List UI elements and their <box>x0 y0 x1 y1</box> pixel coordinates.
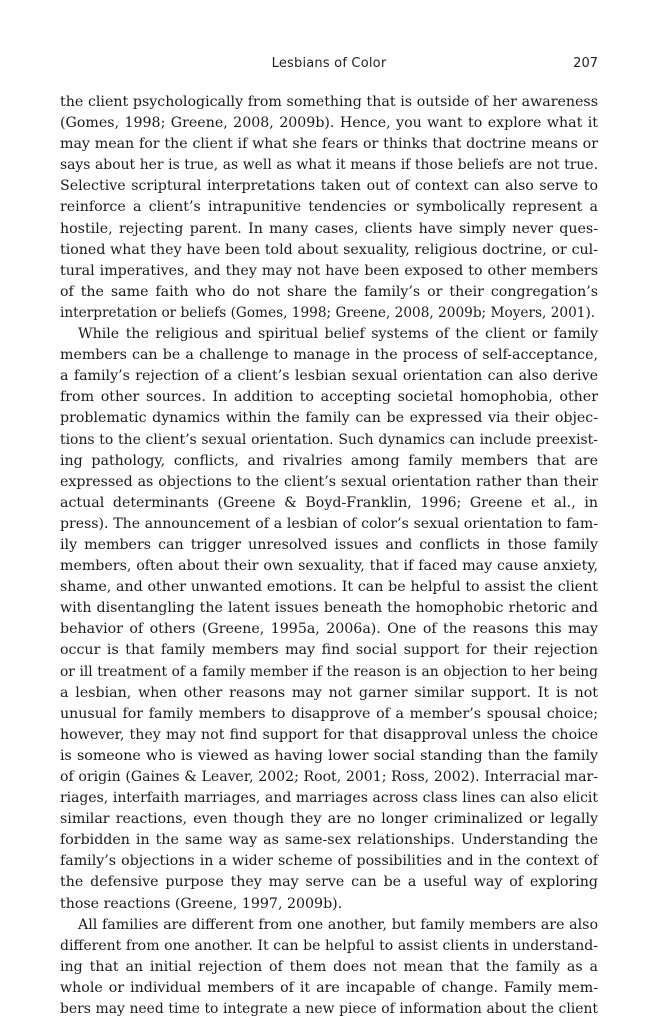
text-line: ing pathology, conflicts, and rivalries among family members that are <box>60 452 598 469</box>
text-line: behavior of others (Greene, 1995a, 2006a). One of the reasons this may <box>60 621 598 638</box>
text-line: however, they may not find support for that disapproval unless the choice <box>60 726 598 743</box>
text-line: tioned what they have been told about sexuality, religious doctrine, or cul- <box>60 241 598 258</box>
text-line: unusual for family members to disapprove of a member’s spousal choice; <box>60 705 598 722</box>
text-line: shame, and other unwanted emotions. It can be helpful to assist the client <box>60 579 598 596</box>
text-line: interpretation or beliefs (Gomes, 1998; Greene, 2008, 2009b; Moyers, 2001). <box>60 304 596 321</box>
text-line: All families are different from one another, but family members are also <box>78 916 598 933</box>
text-line: a lesbian, when other reasons may not garner similar support. It is not <box>60 684 598 701</box>
text-line: the client psychologically from something that is outside of her awareness <box>60 94 598 110</box>
text-line: ing that an initial rejection of them does not mean that the family as a <box>60 958 598 975</box>
text-line: similar reactions, even though they are no longer criminalized or legally <box>60 811 598 828</box>
text-line: tural imperatives, and they may not have been exposed to other members <box>60 262 598 279</box>
text-line: members, often about their own sexuality, that if faced may cause anxiety, <box>60 558 598 575</box>
text-line: Selective scriptural interpretations taken out of context can also serve to <box>60 178 598 195</box>
text-line: those reactions (Greene, 1997, 2009b). <box>60 895 343 912</box>
text-line: of origin (Gaines & Leaver, 2002; Root, 2001; Ross, 2002). Interracial mar- <box>60 769 598 785</box>
text-line: family’s objections in a wider scheme of possibilities and in the context of <box>60 853 598 870</box>
text-line: expressed as objections to the client’s sexual orientation rather than their <box>60 473 598 490</box>
text-line: from other sources. In addition to accepting societal homophobia, other <box>60 389 598 406</box>
text-line: forbidden in the same way as same-sex relationships. Understanding the <box>60 832 598 849</box>
text-line: ily members can trigger unresolved issues and conflicts in those family <box>60 536 598 553</box>
text-line: a family’s rejection of a client’s lesbian sexual orientation can also derive <box>60 368 598 385</box>
page-number: 207 <box>573 56 598 71</box>
text-line: says about her is true, as well as what it means if those beliefs are not true. <box>60 157 598 174</box>
text-line: actual determinants (Greene & Boyd-Franklin, 1996; Greene et al., in <box>60 494 598 511</box>
running-head <box>60 56 598 78</box>
text-line: tions to the client’s sexual orientation. Such dynamics can include preexist- <box>60 431 598 448</box>
text-line: members can be a challenge to manage in the process of self-acceptance, <box>60 347 598 364</box>
text-line: reinforce a client’s intrapunitive tendencies or symbolically represent a <box>60 199 598 216</box>
text-line: different from one another. It can be helpful to assist clients in understand- <box>60 937 598 954</box>
text-line: bers may need time to integrate a new piece of information about the client <box>60 1001 598 1018</box>
text-line: While the religious and spiritual belief systems of the client or family <box>78 326 598 343</box>
text-line: (Gomes, 1998; Greene, 2008, 2009b). Hence, you want to explore what it <box>60 115 598 132</box>
text-line: riages, interfaith marriages, and marriages across class lines can also elicit <box>60 790 598 807</box>
text-line: problematic dynamics within the family can be expressed via their objec- <box>60 410 598 427</box>
running-title: Lesbians of Color <box>271 56 387 71</box>
text-line: press). The announcement of a lesbian of color’s sexual orientation to fam- <box>60 515 598 532</box>
text-line: may mean for the client if what she fears or thinks that doctrine means or <box>60 136 598 153</box>
body-text <box>60 92 598 1020</box>
text-line: is someone who is viewed as having lower social standing than the family <box>60 747 598 764</box>
text-line: of the same faith who do not share the family’s or their congregation’s <box>60 283 598 300</box>
text-line: or ill treatment of a family member if the reason is an objection to her being <box>60 663 598 680</box>
text-line: with disentangling the latent issues beneath the homophobic rhetoric and <box>60 600 598 617</box>
text-line: the defensive purpose they may serve can be a useful way of exploring <box>60 874 598 891</box>
text-line: whole or individual members of it are incapable of change. Family mem- <box>60 979 598 996</box>
text-line: hostile, rejecting parent. In many cases, clients have simply never ques- <box>60 220 598 237</box>
text-line: occur is that family members may find social support for their rejection <box>60 642 598 659</box>
